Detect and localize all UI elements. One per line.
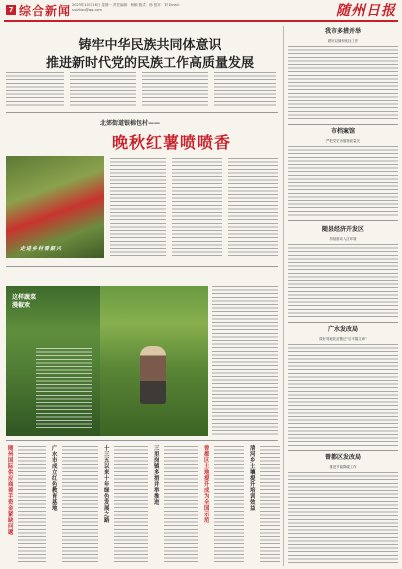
feature-body-col3 <box>228 158 278 258</box>
lead-headline-line2: 推进新时代党的民族工作高质量发展 <box>45 56 254 71</box>
right-story-5-body <box>288 472 398 564</box>
right-story-2-subtitle: 严把党史出版物质量关 <box>326 139 360 143</box>
feature-photo-caption: 走进乡村看振兴 <box>20 246 63 252</box>
bottom-body-3 <box>114 446 148 564</box>
right-story-2-body <box>288 146 398 216</box>
photo-story-image-right <box>100 286 208 436</box>
bottom-headline-1: 随州国际供应商着手资金紧缺问题 <box>8 446 14 536</box>
right-divider-4 <box>288 450 398 451</box>
right-divider-2 <box>288 220 398 221</box>
feature-title: 晚秋红薯喷喷香 <box>112 133 232 152</box>
photo-story-tag <box>12 294 36 310</box>
lead-body-col3 <box>142 72 208 108</box>
column-divider <box>283 26 284 566</box>
bottom-body-4 <box>164 446 198 564</box>
photo-story-image-left <box>6 286 100 436</box>
bottom-body-5 <box>214 446 244 564</box>
bottom-headline-2: 广水市成立红色教育基地 <box>52 446 58 512</box>
section-name: 综合新闻 <box>19 4 72 18</box>
lead-body-col2 <box>70 72 136 108</box>
bottom-body-2 <box>62 446 98 564</box>
right-story-3-title: 随县经济开发区 <box>321 226 364 233</box>
right-story-4-subtitle: 做好易地扶贫搬迁“后半篇文章” <box>319 337 367 341</box>
feature-kicker: 北郊街道银棉包村—— <box>100 120 161 127</box>
right-story-1-title: 我市多措并举 <box>324 28 361 35</box>
photo-story-tag-line1: 这样蔬菜 <box>12 294 37 301</box>
page-header <box>0 0 402 22</box>
bottom-headline-3: 十三五以来十年绿色发展之路 <box>104 446 110 524</box>
right-divider-1 <box>288 124 398 125</box>
newspaper-logo: 随州日报 <box>336 3 396 19</box>
photo-story-tag-line2: 漫椒欢 <box>12 302 31 309</box>
farmer-figure <box>140 346 166 404</box>
header-meta: 2023年10月16日 星期一 责任编辑：杨顺 版式：杨 校对：刘 Email：suizhou@qq.com <box>72 3 183 12</box>
photo-story-divider <box>6 440 278 441</box>
feature-body-col1 <box>110 158 166 258</box>
bottom-body-1 <box>18 446 46 564</box>
right-story-3-subtitle: 持续推动入区环境 <box>329 237 357 241</box>
photo-story-caption <box>36 348 92 428</box>
bottom-body-6 <box>260 446 280 564</box>
feature-photo-sweet-potato <box>6 156 104 258</box>
header-rule <box>4 20 398 22</box>
right-story-5-subtitle: 推进节能降碳工作 <box>329 465 357 469</box>
feature-divider <box>6 266 278 267</box>
right-story-4-body <box>288 344 398 446</box>
right-story-1-body <box>288 46 398 120</box>
photo-story-side-text <box>212 286 278 436</box>
right-story-3-body <box>288 244 398 318</box>
right-story-2-title: 市档案馆 <box>330 128 355 135</box>
section-number: 7 <box>6 5 16 15</box>
lead-body-col1 <box>6 72 64 108</box>
lead-divider <box>6 112 278 113</box>
bottom-headline-4: 三里岗镇多措并举推进 <box>154 446 160 506</box>
feature-body-col2 <box>172 158 222 258</box>
bottom-headline-5: 曾都区土地提升成为全国示范 <box>204 446 210 524</box>
bottom-headline-6: 清河乡土壤提升培训效益 <box>250 446 256 512</box>
right-story-1-subtitle: 做好双拥和优抚工作 <box>327 39 359 43</box>
right-story-4-title: 广水发改局 <box>327 326 358 333</box>
lead-headline-line1: 铸牢中华民族共同体意识 <box>78 38 222 53</box>
right-divider-3 <box>288 322 398 323</box>
right-story-5-title: 曾都区发改局 <box>324 454 361 461</box>
lead-body-col4 <box>214 72 276 108</box>
